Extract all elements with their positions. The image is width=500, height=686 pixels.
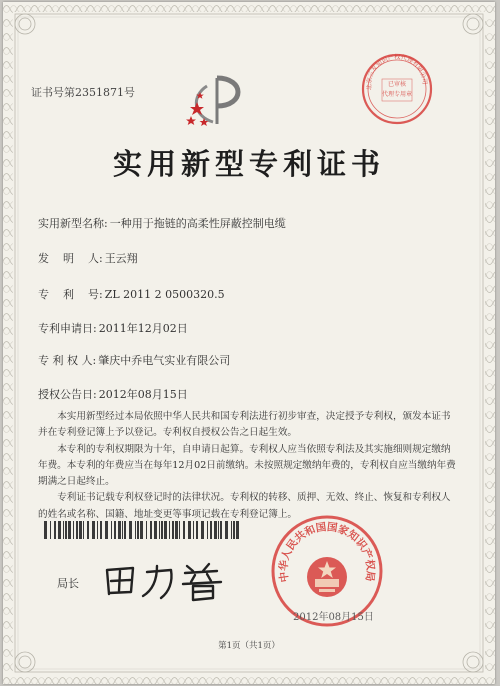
grant-date-value: 2012年08月15日 — [98, 388, 188, 401]
certificate-number-suffix: 号 — [124, 86, 135, 99]
svg-text:已审核: 已审核 — [387, 81, 407, 88]
certificate-number — [31, 84, 135, 100]
patent-number-row — [38, 286, 225, 302]
certificate-number-label: 证书号第 — [31, 86, 75, 99]
filing-date-label: 专利申请日: — [38, 322, 97, 335]
patentee-row — [38, 352, 230, 368]
seal-date: 2012年08月15日 — [293, 612, 374, 623]
utility-model-name-value: 一种用于拖链的高柔性屏蔽控制电缆 — [109, 217, 286, 230]
filing-date-value: 2011年12月02日 — [98, 322, 188, 335]
svg-text:北京三友知识产权代理有限公司: 北京三友知识产权代理有限公司 — [365, 53, 429, 91]
certificate-page — [3, 2, 495, 684]
patentee-value: 肇庆中乔电气实业有限公司 — [98, 354, 231, 367]
barcode — [44, 521, 244, 539]
patent-number-label: 专 利 号: — [38, 288, 103, 301]
grant-date-row — [38, 386, 188, 402]
utility-model-name-row — [38, 215, 286, 231]
inventor-label: 发 明 人: — [38, 252, 103, 265]
body-paragraph: 专利证书记载专利权登记时的法律状况。专利权的转移、质押、无效、终止、恢复和专利权人的姓名或名称、国籍、地址变更等事项记载在专利登记簿上。 — [38, 492, 451, 520]
grant-date-label: 授权公告日: — [38, 388, 97, 401]
svg-text:中华人民共和国国家知识产权局: 中华人民共和国国家知识产权局 — [277, 521, 377, 584]
filing-date-row — [38, 320, 188, 336]
director-signature — [99, 558, 239, 602]
body-paragraph: 本实用新型经过本局依照中华人民共和国专利法进行初步审查，决定授予专利权，颁发本证书并在专利登记簿上予以登记。专利权自授权公告之日起生效。 — [38, 411, 451, 439]
certificate-title: 实用新型专利证书 — [112, 147, 385, 181]
certificate-body-text — [38, 409, 458, 523]
inventor-row — [38, 250, 138, 266]
patentee-label: 专 利 权 人: — [38, 354, 97, 367]
director-label: 局长 — [57, 577, 79, 590]
sipo-emblem-logo — [183, 72, 253, 130]
inventor-value: 王云翔 — [104, 252, 138, 265]
patent-number-value: ZL 2011 2 0500320.5 — [104, 288, 225, 301]
agency-stamp-seal — [360, 52, 434, 126]
page-footer: 第1页（共1页） — [218, 641, 280, 651]
svg-text:代理专用章: 代理专用章 — [381, 91, 413, 98]
utility-model-name-label: 实用新型名称: — [38, 217, 108, 230]
certificate-number-value: 2351871 — [75, 86, 124, 99]
body-paragraph: 本专利的专利权期限为十年，自申请日起算。专利权人应当依照专利法及其实施细则规定缴纳年费。本专利的年费应当在每年12月02日前缴纳。未按照规定缴纳年费的，专利权自应当缴纳年费期满之日起终止。 — [38, 443, 456, 488]
